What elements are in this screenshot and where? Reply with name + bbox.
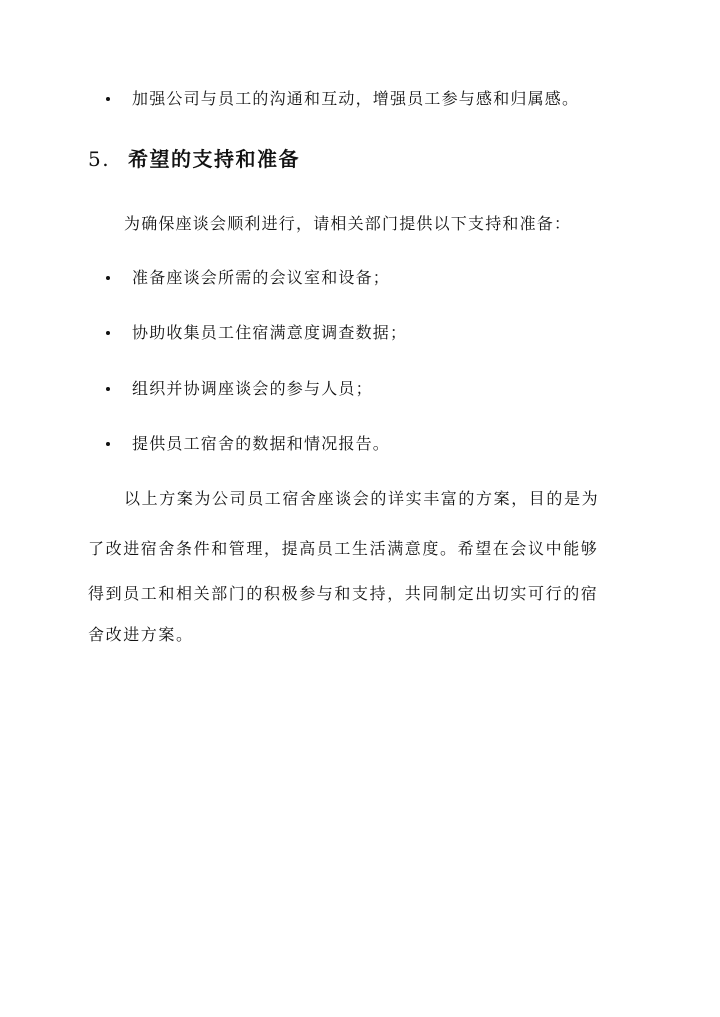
list-item-text: 提供员工宿舍的数据和情况报告。 [132, 434, 391, 453]
bullet-icon [106, 97, 110, 101]
list-item [106, 429, 666, 459]
bullet-icon [106, 331, 110, 335]
conclusion-line: 了改进宿舍条件和管理，提高员工生活满意度。希望在会议中能够 [88, 539, 599, 558]
list-item-text: 准备座谈会所需的会议室和设备； [132, 268, 391, 287]
list-item [106, 263, 666, 293]
bullet-icon [106, 442, 110, 446]
list-item-text: 加强公司与员工的沟通和互动，增强员工参与感和归属感。 [132, 89, 580, 108]
section-title: 希望的支持和准备 [128, 147, 300, 171]
list-item [106, 318, 666, 348]
bullet-icon [106, 276, 110, 280]
list-item [106, 374, 666, 404]
bullet-icon [106, 387, 110, 391]
list-item-text: 协助收集员工住宿满意度调查数据； [132, 323, 408, 342]
conclusion-line: 得到员工和相关部门的积极参与和支持，共同制定出切实可行的宿 [88, 584, 599, 603]
conclusion-line: 舍改进方案。 [88, 625, 194, 644]
intro-paragraph: 为确保座谈会顺利进行，请相关部门提供以下支持和准备： [124, 214, 572, 233]
section-number: 5. [88, 147, 111, 171]
section-heading [88, 142, 300, 176]
conclusion-line: 以上方案为公司员工宿舍座谈会的详实丰富的方案，目的是为 [124, 489, 600, 508]
list-item [106, 84, 666, 114]
list-item-text: 组织并协调座谈会的参与人员； [132, 379, 373, 398]
